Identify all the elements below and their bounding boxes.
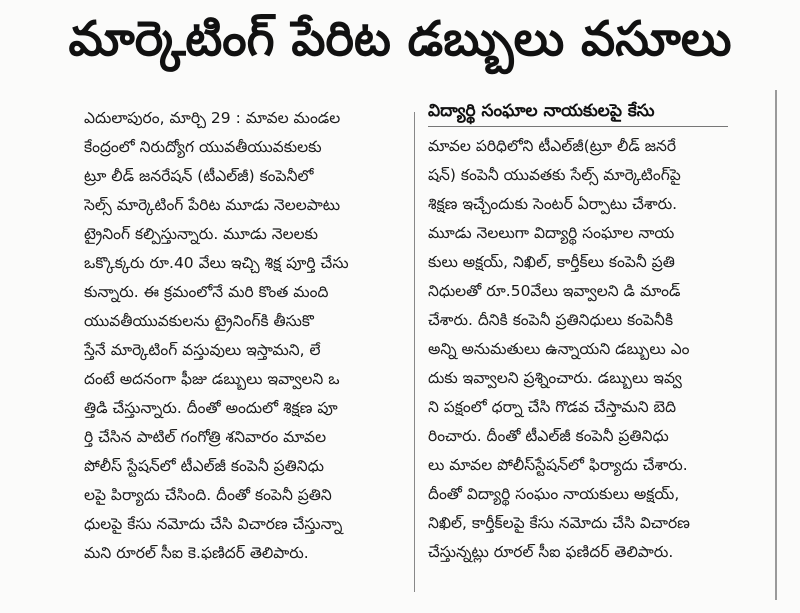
right-line: రించారు. దీంతో టీఎల్‌జీ కంపెనీ ప్రతినిధు (428, 427, 669, 445)
left-line: దంటే అదనంగా ఫీజు డబ్బులు ఇవ్వాలని ఒ (84, 370, 340, 388)
left-line: ఒక్కొక్కరు రూ.40 వేలు ఇచ్చి శిక్ష పూర్తి చేసు (84, 254, 349, 272)
left-line: యువతీయువకులను ట్రైనింగ్‌కి తీసుకొ (84, 312, 314, 330)
left-line: సెల్స్ మార్కెటింగ్ పేరిట మూడు నెలలపాటు (84, 196, 341, 214)
left-line: ర్తి చేసిన పాటిల్ గంగోత్రి శనివారం మావల (84, 428, 327, 446)
right-line: మూడు నెలలుగా విద్యార్థి సంఘాల నాయ (428, 224, 675, 242)
left-line: ధులపై కేసు నమోదు చేసి విచారణ చేస్తున్నా (84, 515, 343, 533)
right-line: మావల పరిధిలోని టీఎల్‌జీ(ట్రూ లీడ్ జనరే (428, 137, 677, 155)
left-line: త్తిడి చేస్తున్నారు. దీంతో అందులో శిక్షణ పూ (84, 399, 338, 417)
left-line: ఎదులాపురం, మార్చి 29 : మావల మండల (84, 109, 341, 127)
right-line: నిఖిల్, కార్తీక్‌లపై కేసు నమోదు చేసి విచారణ (428, 514, 690, 532)
left-line: మని రూరల్ సీఐ కె.ఫణిదర్ తెలిపారు. (84, 544, 309, 562)
right-line: దుకు ఇవ్వాలని ప్రశ్నించారు. డబ్బులు ఇవ్వ (428, 369, 682, 387)
left-line: పోలీస్ స్టేషన్‌లో టీఎల్‌జీ కంపెనీ ప్రతినిధు (84, 457, 324, 475)
left-line: స్తేనే మార్కెటింగ్ వస్తువులు ఇస్తామని, లే (84, 341, 321, 359)
left-line: ట్రైనింగ్ కల్పిస్తున్నారు. మూడు నెలలకు (84, 225, 319, 243)
left-line: లపై పిర్యాదు చేసింది. దీంతో కంపెనీ ప్రతిని (84, 486, 332, 504)
right-line: నిధులతో రూ.50వేలు ఇవ్వాలని డి మాండ్ (428, 282, 681, 300)
right-line: శిక్షణ ఇచ్చేందుకు సెంటర్ ఏర్పాటు చేశారు. (428, 195, 678, 213)
right-line: దీంతో విద్యార్థి సంఘం నాయకులు అక్షయ్, (428, 485, 680, 503)
left-column (84, 104, 402, 568)
right-line: లు మావల పోలీస్‌స్టేషన్‌లో ఫిర్యాదు చేశారు. (428, 456, 688, 474)
left-line: కున్నారు. ఈ క్రమంలోనే మరి కొంత మంది (84, 283, 329, 301)
headline: మార్కెటింగ్ పేరిట డబ్బులు వసూలు (68, 11, 732, 67)
subheading-rule (428, 126, 728, 127)
right-line: కులు అక్షయ్, నిఖిల్, కార్తీక్‌లు కంపెనీ ప్రతి (428, 253, 675, 271)
clipping-edge-rule (775, 90, 777, 600)
column-divider (414, 112, 415, 592)
left-line: కేంద్రంలో నిరుద్యోగ యువతీయువకులకు (84, 138, 322, 156)
right-line: ని పక్షంలో ధర్నా చేసి గొడవ చేస్తామని బెది (428, 398, 677, 416)
right-line: షన్) కంపెనీ యువతకు సేల్స్ మార్కెటింగ్‌పై (428, 166, 681, 184)
left-line: ట్రూ లీడ్ జనరేషన్ (టీఎల్‌జీ) కంపెనీలో (84, 167, 314, 185)
right-column (428, 132, 758, 567)
right-line: చేస్తున్నట్లు రూరల్ సీఐ ఫణిదర్ తెలిపారు. (428, 543, 674, 561)
right-line: చేశారు. దీనికి కంపెనీ ప్రతినిధులు కంపెనీకి (428, 311, 674, 329)
right-line: అన్ని అనుమతులు ఉన్నాయని డబ్బులు ఎం (428, 340, 690, 358)
right-subheading: విద్యార్థి సంఘాల నాయకులపై కేసు (428, 101, 655, 121)
